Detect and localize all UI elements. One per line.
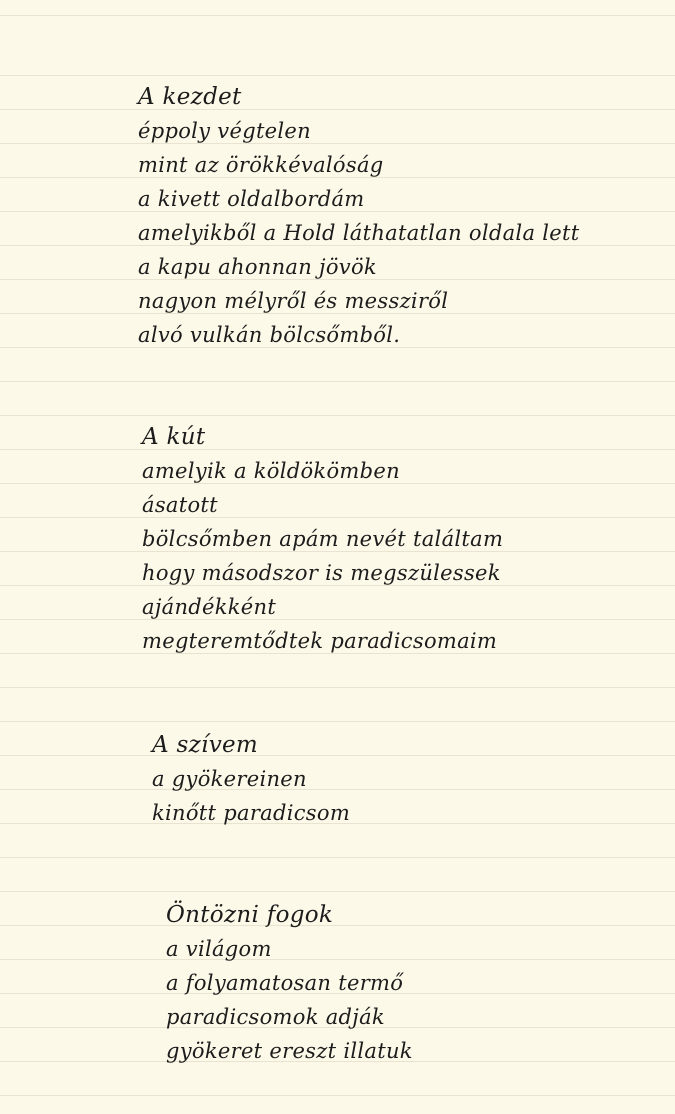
poem-line: kinőtt paradicsom [152,801,351,825]
poem-line: a kapu ahonnan jövök [138,255,377,279]
poem-line: ajándékként [142,595,277,619]
poem-line: mint az örökkévalóság [138,153,384,177]
poem-line: amelyikből a Hold láthatatlan oldala lett [138,221,580,245]
stanza-title: A kút [142,424,206,450]
poem-line: a gyökereinen [152,767,307,791]
poem-line: nagyon mélyről és messziről [138,289,449,313]
poem-line: ásatott [142,493,218,517]
poem-line: alvó vulkán bölcsőmből. [138,323,401,347]
stanza-1 [138,80,579,352]
stanza-3 [152,728,350,830]
poem-line: éppoly végtelen [138,119,311,143]
stanza-2 [142,420,503,658]
poem-line: bölcsőmben apám nevét találtam [142,527,504,551]
stanza-title: A szívem [152,732,259,758]
stanza-4 [166,898,413,1068]
poem-line: a világom [166,937,272,961]
stanza-title: A kezdet [138,84,242,110]
poem-line: hogy másodszor is megszülessek [142,561,501,585]
stanza-title: Öntözni fogok [166,902,334,928]
poem-line: gyökeret ereszt illatuk [166,1039,413,1063]
poem-line: megteremtődtek paradicsomaim [142,629,498,653]
poem-line: a folyamatosan termő [166,971,404,995]
poem-line: a kivett oldalbordám [138,187,365,211]
poem-line: amelyik a köldökömben [142,459,400,483]
poem-line: paradicsomok adják [166,1005,385,1029]
